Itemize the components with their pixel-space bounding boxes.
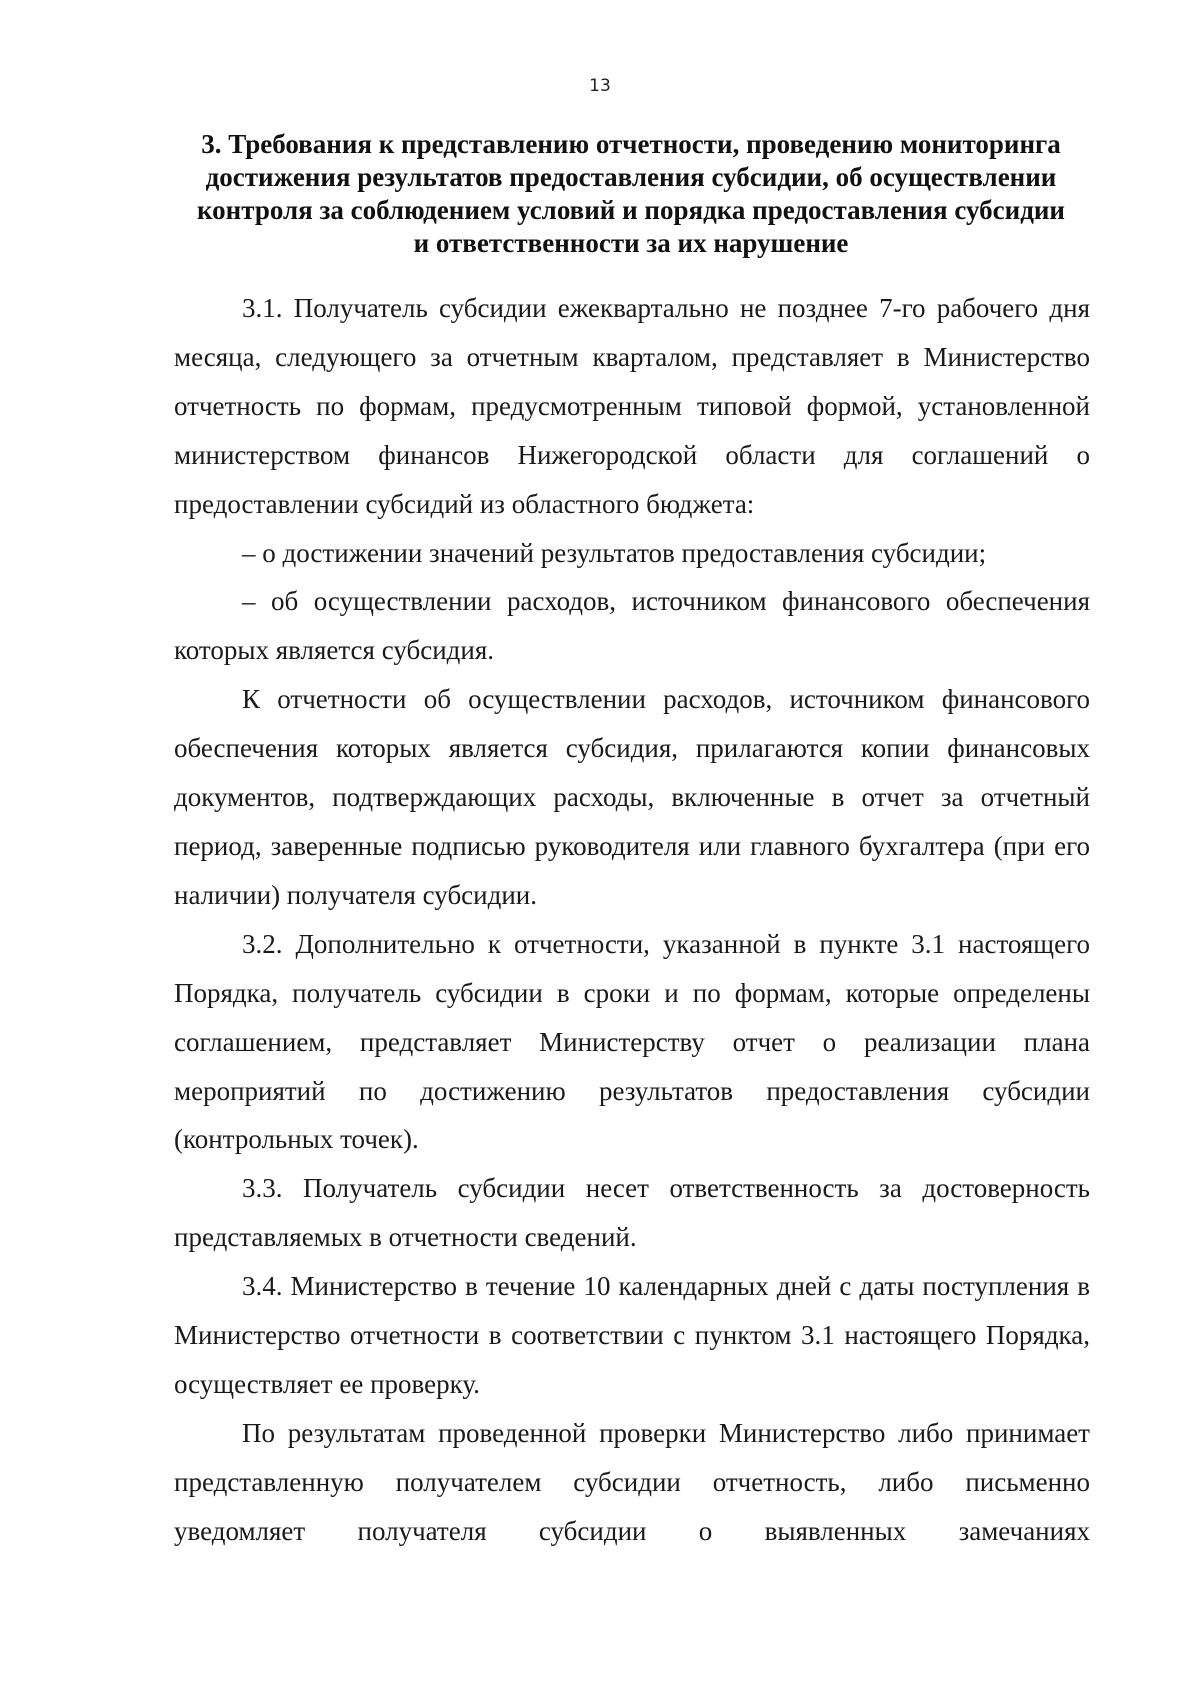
page-number: 13 — [589, 76, 611, 96]
list-item-expenses: – об осуществлении расходов, источником финансового обеспечения которых является субсидия. — [174, 586, 1090, 666]
paragraph-expense-docs: К отчетности об осуществлении расходов, источником финансового обеспечения которых является субсидия, прилагаются копии финансовых документов, подтверждающих расходы, включенные в отчет за отчетный период, заверенные подписью руководителя или главного бухгалтера (при его наличии) получателя субсидии. — [174, 684, 1090, 910]
paragraph-3-4: 3.4. Министерство в течение 10 календарных дней с даты поступления в Министерство отчетности в соответствии с пунктом 3.1 настоящего Порядка, осуществляет ее проверку. — [174, 1271, 1090, 1399]
section-title-line: и ответственности за их нарушение — [413, 228, 849, 258]
paragraph-check-results: По результатам проведенной проверки Министерство либо принимает представленную получателем субсидии отчетность, либо письменно уведомляет получателя субсидии о выявленных замечаниях — [174, 1417, 1090, 1546]
section-title-line: контроля за соблюдением условий и порядка предоставления субсидии — [196, 195, 1065, 225]
section-title — [168, 128, 1094, 260]
paragraph-3-1: 3.1. Получатель субсидии ежеквартально не позднее 7-го рабочего дня месяца, следующего за отчетным кварталом, представляет в Министерство отчетность по формам, предусмотренным типовой формой, установленной министерством финансов Нижегородской области для соглашений о предоставлении субсидий из областного бюджета: — [174, 293, 1090, 519]
paragraph-3-3: 3.3. Получатель субсидии несет ответственность за достоверность представляемых в отчетности сведений. — [174, 1173, 1090, 1253]
document-body — [174, 284, 1090, 1556]
paragraph-3-2: 3.2. Дополнительно к отчетности, указанной в пункте 3.1 настоящего Порядка, получатель субсидии в сроки и по формам, которые определены соглашением, представляет Министерству отчет о реализации плана мероприятий по достижению результатов предоставления субсидии (контрольных точек). — [174, 928, 1090, 1155]
section-title-line: 3. Требования к представлению отчетности, проведению мониторинга — [201, 129, 1061, 159]
list-item-results: – о достижении значений результатов предоставления субсидии; — [242, 537, 987, 568]
section-title-line: достижения результатов предоставления субсидии, об осуществлении — [205, 162, 1057, 192]
